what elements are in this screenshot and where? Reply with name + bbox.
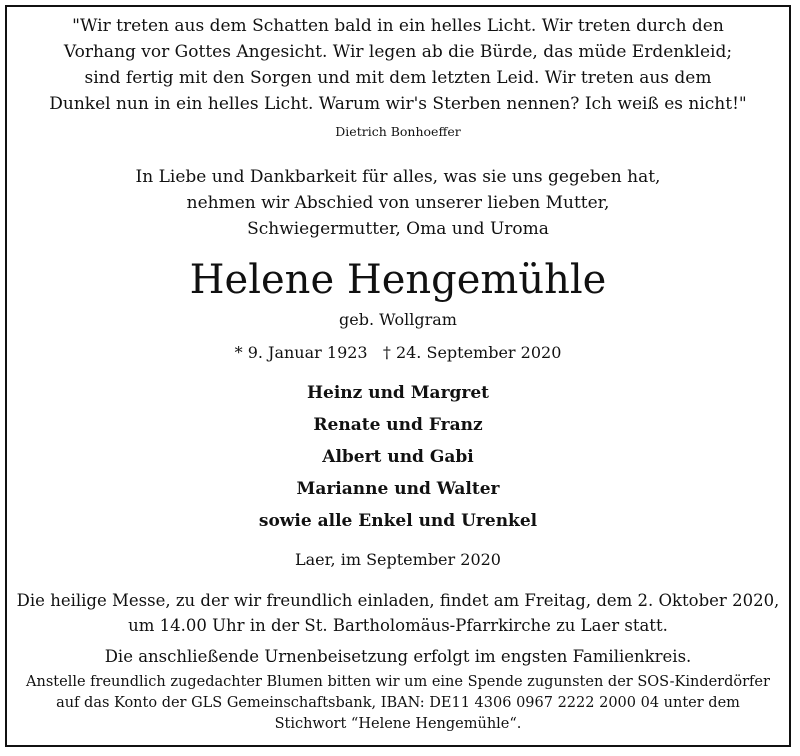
intro-line: Schwiegermutter, Oma und Uroma [247, 219, 549, 239]
family-member: Marianne und Walter [296, 479, 500, 499]
donation-line: Stichwort “Helene Hengemühle“. [274, 716, 522, 732]
maiden-name: geb. Wollgram [339, 310, 457, 329]
deceased-name: Helene Hengemühle [189, 257, 607, 303]
family-member: sowie alle Enkel und Urenkel [258, 511, 538, 531]
donation-line: auf das Konto der GLS Gemeinschaftsbank, IBAN: DE11 4306 0967 2222 2000 04 unter dem [56, 695, 740, 711]
place-date: Laer, im September 2020 [295, 550, 501, 569]
family-member: Renate und Franz [313, 415, 483, 435]
quote-line: sind fertig mit den Sorgen und mit dem letzten Leid. Wir treten aus dem [84, 68, 712, 88]
mass-line: Die heilige Messe, zu der wir freundlich einladen, findet am Freitag, dem 2. Oktober 2020, [16, 591, 780, 610]
donation-line: Anstelle freundlich zugedachter Blumen bitten wir um eine Spende zugunsten der SOS-Kinderdörfer [26, 674, 770, 690]
quote-line: Vorhang vor Gottes Angesicht. Wir legen ab die Bürde, das müde Erdenkleid; [63, 42, 733, 62]
family-member: Heinz und Margret [306, 383, 490, 403]
obituary-notice [5, 5, 791, 747]
intro-line: In Liebe und Dankbarkeit für alles, was sie uns gegeben hat, [135, 167, 661, 187]
family-member: Albert und Gabi [322, 447, 474, 467]
urn-notice: Die anschließende Urnenbeisetzung erfolgt im engsten Familienkreis. [104, 647, 692, 666]
life-dates: * 9. Januar 1923 † 24. September 2020 [234, 343, 562, 362]
quote-author: Dietrich Bonhoeffer [335, 124, 461, 139]
quote-line: "Wir treten aus dem Schatten bald in ein helles Licht. Wir treten durch den [72, 16, 724, 36]
mass-line: um 14.00 Uhr in der St. Bartholomäus-Pfarrkirche zu Laer statt. [128, 616, 668, 635]
quote-line: Dunkel nun in ein helles Licht. Warum wir's Sterben nennen? Ich weiß es nicht!" [49, 94, 747, 114]
intro-line: nehmen wir Abschied von unserer lieben Mutter, [186, 193, 610, 213]
